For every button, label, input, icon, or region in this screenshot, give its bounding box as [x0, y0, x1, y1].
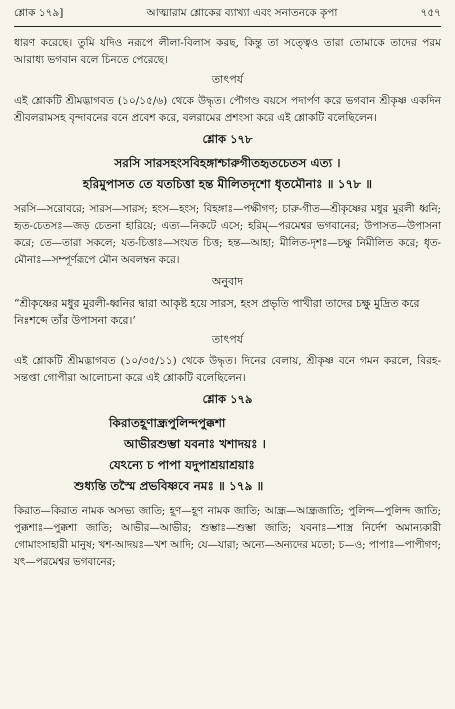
header-verse-ref: শ্লোক ১৭৯] [14, 7, 64, 19]
header-chapter-title: আত্মারাম শ্লোকের ব্যাখ্যা এবং সনাতনকে কৃপা [146, 7, 338, 19]
header-rule [14, 26, 441, 27]
verse178-translation-heading: অনুবাদ [211, 275, 244, 288]
verse179-word-meanings: কিরাত—কিরাত নামক অসভ্য জাতি; হূণ—হূণ নামক জাতি; আন্ধ্র—আন্ধ্রজাতি; পুলিন্দ—পুলিন্দ জাতি; পুক্কশাঃ—পুক্কশা জাতি; আভীর—আভীর; শুম্ভাঃ—শুম্ভা জাতি; যবনাঃ—শাস্ত্র নির্দেশ অমান্যকারী গোমাংসাহারী মানুষ; খশ-আদয়ঃ—খশ আদি; যে—যারা; অন্যে—অন্যদের মতো; চ—ও; পাপাঃ—পাপীগণ; যৎ—পরমেশ্বর ভগবানের; [14, 505, 441, 568]
header-page-number: ৭৫৭ [420, 7, 441, 19]
verse179-line-1: কিরাতহূণান্ধ্রপুলিন্দপুক্কশা [109, 416, 226, 430]
verse179-line-2: আভীরশুম্ভা যবনাঃ খশাদয়ঃ । [124, 437, 266, 451]
intro-paragraph: ধারণ করেছে। তুমি যদিও নরূপে লীলা-বিলাস করছ, কিন্তু তা সত্ত্বেও তারা তোমাকে তাদের পরম আরাধ্য ভগবান বলে চিনতে পেরেছে। [14, 37, 441, 66]
verse178-line-2: হরিমুপাসত তে যতচিত্তা হন্ত মীলিতদৃশো ধৃতমৌনাঃ ॥ ১৭৮ ॥ [82, 177, 373, 191]
verse178-purport: এই শ্লোকটি শ্রীমদ্ভাগবত (১০/৩৫/১১) থেকে উদ্ধৃত। দিনের বেলায়, শ্রীকৃষ্ণ বনে গমন করলে, বিরহ-সন্তপ্তা গোপীরা আলোচনা করে এই শ্লোকটি বলেছিলেন। [14, 355, 441, 384]
verse178-word-meanings: সরসি—সরোবরে; সারস—সারস; হংস—হংস; বিহঙ্গাঃ—পক্ষীগণ; চারু-গীত—শ্রীকৃষ্ণের মধুর মুরলী ধ্বনি; হৃত-চেতসঃ—জড় চেতনা হারিয়ে; এত্য—নিকটে এসে; হরিম্—পরমেশ্বর ভগবানের; উপাসত—উপাসনা করে; তে—তারা সকলে; যত-চিত্তাঃ—সংযত চিত্ত; হন্ত—আহা; মীলিত-দৃশঃ—চক্ষু নিমীলিত করে; ধৃত-মৌনাঃ—সম্পূর্ণরূপে মৌন অবলম্বন করে। [14, 203, 441, 266]
verse179-line-3: যেঽন্যে চ পাপা যদুপাশ্রয়াশ্রয়াঃ [109, 458, 255, 472]
verse178-purport-heading: তাৎপর্য [211, 333, 244, 346]
page-header [14, 6, 441, 23]
verse179-text [14, 413, 441, 497]
purport1-heading: তাৎপর্য [211, 73, 244, 86]
verse178-heading: শ্লোক ১৭৮ [202, 132, 253, 146]
verse178-text [14, 153, 441, 195]
verse178-line-1: সরসি সারসহংসবিহঙ্গাশ্চারুগীতহৃতচেতস এত্য । [114, 156, 341, 170]
verse179-heading: শ্লোক ১৭৯ [202, 392, 253, 406]
purport1-text: এই শ্লোকটি শ্রীমদ্ভাগবত (১০/১৫/৬) থেকে উদ্ধৃত। পৌগণ্ড বয়সে পদার্পণ করে ভগবান শ্রীকৃষ্ণ একদিন শ্রীবলরামসহ বৃন্দাবনের বনে প্রবেশ করে, বলরামের প্রশংসা করে এই শ্লোকটি বলেছিলেন। [14, 95, 441, 124]
verse178-translation: “শ্রীকৃষ্ণের মধুর মুরলী-ধ্বনির দ্বারা আকৃষ্ট হয়ে সারস, হংস প্রভৃতি পাখীরা তাদের চক্ষু মুদ্রিত করে নিঃশব্দে তাঁর উপাসনা করে।’ [14, 297, 420, 327]
verse179-line-4: শুধ্যন্তি তস্মৈ প্রভবিষ্ণবে নমঃ ॥ ১৭৯ ॥ [74, 479, 264, 493]
